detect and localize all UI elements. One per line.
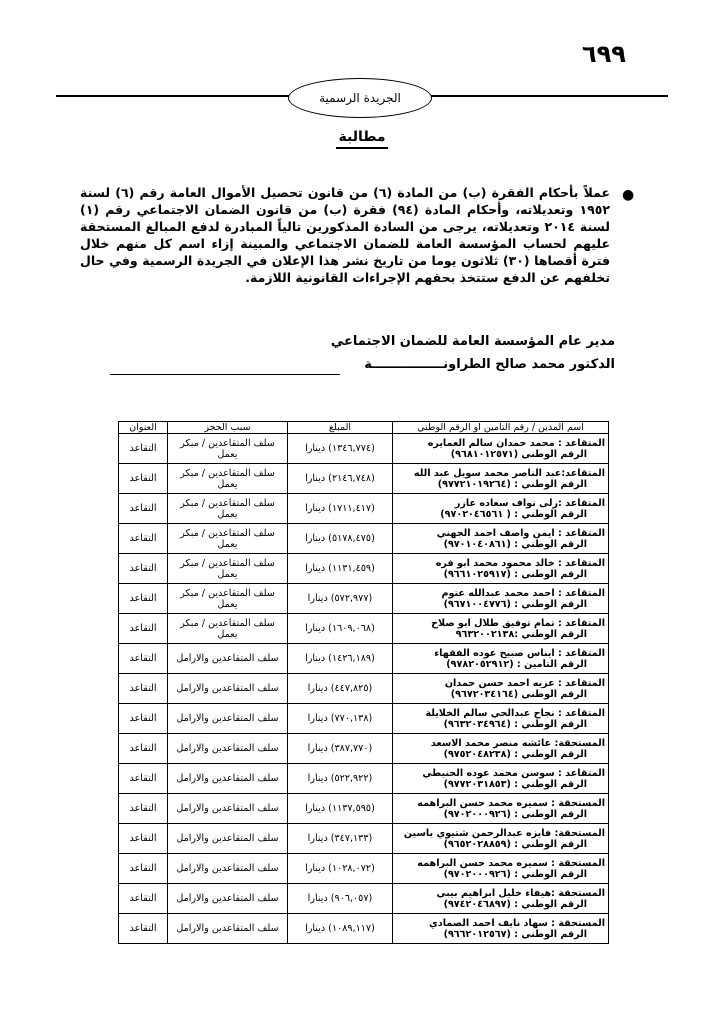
document-title (0, 129, 724, 145)
address-cell: التقاعد (119, 464, 168, 494)
debtor-name: المستحقة :هيفاء خليل ابراهيم بيبي (436, 887, 605, 899)
debtor-id: الرقم الوطني : ( ٩٧٠٢٠٤٦٥٦١) (440, 508, 587, 520)
header-reason: سبب الحجز (168, 422, 288, 434)
amount-cell: (٥٢٢,٩٢٢) دينارا (287, 764, 392, 794)
reason-cell: سلف المتقاعدين والارامل (168, 734, 288, 764)
debtor-id: الرقم الوطني : (٩٧٠١٠٤٠٨٦١) (443, 538, 587, 550)
debtor-cell (393, 644, 609, 674)
debtor-id: الرقم الوطني : (٩٧٥٢٠٤٨٢٣٨) (443, 748, 587, 760)
header-amount: المبلغ (287, 422, 392, 434)
address-cell: التقاعد (119, 584, 168, 614)
table-row (119, 854, 609, 884)
amount-cell: (٣٨٧,٧٧٠) دينارا (287, 734, 392, 764)
address-cell: التقاعد (119, 884, 168, 914)
reason-cell: سلف المتقاعدين / مبكر يعمل (168, 524, 288, 554)
table-row (119, 824, 609, 854)
reason-cell: سلف المتقاعدين والارامل (168, 674, 288, 704)
reason-cell: سلف المتقاعدين / مبكر يعمل (168, 464, 288, 494)
amount-cell: (١٠٢٨,٠٧٢) دينارا (287, 854, 392, 884)
reason-cell: سلف المتقاعدين / مبكر يعمل (168, 614, 288, 644)
debtor-id: الرقم الوطني (٩٦٧٢٠٣٤١٦٤) (450, 688, 587, 700)
debtor-name: المتقاعد : نجاح عبدالحي سالم الخلايلة (425, 707, 605, 719)
debtor-cell (393, 824, 609, 854)
debtor-cell (393, 794, 609, 824)
table-row (119, 584, 609, 614)
debtor-id: الرقم الوطني : (٩٧٤٢٠٤٦٨٩٧) (443, 898, 587, 910)
debtor-cell (393, 434, 609, 464)
document-title-text: مطالبة (336, 129, 387, 149)
address-cell: التقاعد (119, 854, 168, 884)
debtor-cell (393, 494, 609, 524)
table-row (119, 764, 609, 794)
signature-position: مدير عام المؤسسة العامة للضمان الاجتماعي (330, 334, 615, 349)
debtor-cell (393, 554, 609, 584)
table-row (119, 734, 609, 764)
amount-cell: (١١٣١,٤٥٩) دينارا (287, 554, 392, 584)
reason-cell: سلف المتقاعدين والارامل (168, 644, 288, 674)
reason-cell: سلف المتقاعدين / مبكر يعمل (168, 494, 288, 524)
debtor-name: المتقاعد : خالد محمود محمد ابو فره (435, 557, 605, 569)
debtor-id: الرقم الوطني : (٩٧٧٢٠٣١٨٥٣) (443, 778, 587, 790)
header-rule-left (56, 95, 290, 97)
address-cell: التقاعد (119, 914, 168, 944)
debtor-id: الرقم الوطني :٩٦٣٢٠٠٢١٣٨ (455, 628, 587, 640)
debtor-name: المستحقة: فايزه عبدالرحمن شتيوي ياسين (403, 827, 605, 839)
amount-cell: (٤٤٧,٨٢٥) دينارا (287, 674, 392, 704)
debtor-name: المتقاعد:عبد الناصر محمد سويل عبد الله (413, 467, 605, 479)
reason-cell: سلف المتقاعدين والارامل (168, 854, 288, 884)
debtor-cell (393, 704, 609, 734)
address-cell: التقاعد (119, 524, 168, 554)
table-row (119, 884, 609, 914)
reason-cell: سلف المتقاعدين / مبكر يعمل (168, 554, 288, 584)
address-cell: التقاعد (119, 674, 168, 704)
debtor-id: الرقم التأمين : (٩٧٨٢٠٥٢٩١٢) (446, 658, 587, 670)
reason-cell: سلف المتقاعدين والارامل (168, 794, 288, 824)
reason-cell: سلف المتقاعدين / مبكر يعمل (168, 584, 288, 614)
debtor-name: المتقاعد : محمد حمدان سالم العمايره (427, 437, 605, 449)
address-cell: التقاعد (119, 764, 168, 794)
debtor-cell (393, 764, 609, 794)
signature-underline (110, 374, 340, 375)
bullet-icon: ● (622, 187, 635, 203)
address-cell: التقاعد (119, 734, 168, 764)
debtor-cell (393, 464, 609, 494)
reason-cell: سلف المتقاعدين والارامل (168, 824, 288, 854)
amount-cell: (١٠٨٩,١١٧) دينارا (287, 914, 392, 944)
address-cell: التقاعد (119, 824, 168, 854)
header-name: اسم المدين / رقم التامين او الرقم الوطني (393, 422, 609, 434)
debtor-name: المتقاعد : ايناس صبيح عوده الفقهاء (434, 647, 605, 659)
amount-cell: (٥١٧٨,٤٧٥) دينارا (287, 524, 392, 554)
amount-cell: (١٣٤٦,٧٧٤) دينارا (287, 434, 392, 464)
address-cell: التقاعد (119, 614, 168, 644)
debtor-cell (393, 674, 609, 704)
address-cell: التقاعد (119, 494, 168, 524)
table-row (119, 464, 609, 494)
debtors-table (118, 421, 609, 944)
reason-cell: سلف المتقاعدين والارامل (168, 884, 288, 914)
debtor-name: المستحقة: عائشه منصر محمد الاسعد (430, 737, 605, 749)
publication-name: الجريدة الرسمية (288, 78, 432, 118)
reason-cell: سلف المتقاعدين / مبكر يعمل (168, 434, 288, 464)
debtor-cell (393, 734, 609, 764)
amount-cell: (٧٧٠,١٣٨) دينارا (287, 704, 392, 734)
table-row (119, 644, 609, 674)
amount-cell: (٩٠٦,٠٥٧) دينارا (287, 884, 392, 914)
address-cell: التقاعد (119, 554, 168, 584)
page-number: ٦٩٩ (582, 40, 626, 68)
address-cell: التقاعد (119, 794, 168, 824)
debtor-cell (393, 584, 609, 614)
debtor-cell (393, 614, 609, 644)
reason-cell: سلف المتقاعدين والارامل (168, 704, 288, 734)
debtor-cell (393, 854, 609, 884)
debtor-id: الرقم الوطني : (٩٧٠٢٠٠٠٩٢٦) (443, 808, 587, 820)
amount-cell: (١٦٠٩,٠٦٨) دينارا (287, 614, 392, 644)
amount-cell: (٥٧٢,٩٧٧) دينارا (287, 584, 392, 614)
debtor-name: المستحقة : سميره محمد حسن البراهمه (417, 857, 605, 869)
debtor-cell (393, 884, 609, 914)
table-header-row (119, 422, 609, 434)
debtor-name: المستحقة : سميره محمد حسن البراهمه (417, 797, 605, 809)
amount-cell: (١١٣٧,٥٩٥) دينارا (287, 794, 392, 824)
amount-cell: (٢١٤٦,٧٤٨) دينارا (287, 464, 392, 494)
header-address: العنوان (119, 422, 168, 434)
debtor-name: المتقاعد : تمام توفيق طلال ابو صلاح (431, 617, 605, 629)
reason-cell: سلف المتقاعدين والارامل (168, 914, 288, 944)
table-body (119, 434, 609, 944)
debtor-cell (393, 914, 609, 944)
debtor-id: الرقم الوطني : (٩٧٠٢٠٠٠٩٢٦) (443, 868, 587, 880)
address-cell: التقاعد (119, 644, 168, 674)
debtor-id: الرقم الوطني : (٩٦٧١٠٠٤٧٧٦) (443, 598, 587, 610)
table-row (119, 704, 609, 734)
address-cell: التقاعد (119, 434, 168, 464)
debtor-id: الرقم الوطني : (٩٦٦٢٠١٢٥٦٧) (443, 928, 587, 940)
announcement-body: عملاً بأحكام الفقرة (ب) من المادة (٦) من قانون تحصيل الأموال العامة رقم (٦) لسنة ١٩٥٢ وتعديلاته، وأحكام المادة (٩٤) فقرة (ب) من قانون الضمان الاجتماعي رقم (١) لسنة ٢٠١٤ وتعديلاته، يرجى من السادة المذكورين تالياً المبادرة لدفع المبالغ المستحقة عليهم لحساب المؤسسة العامة للضمان الاجتماعي والمبينة إزاء اسم كل منهم خلال فترة أقصاها (٣٠) ثلاثون يوما من تاريخ نشر هذا الإعلان في الجريدة الرسمية وفي حال تخلفهم عن الدفع ستتخذ بحقهم الإجراءات القانونية اللازمة. (80, 185, 611, 285)
debtor-id: الرقم الوطني : (٩٦٦١٠٢٥٩١٧) (443, 568, 587, 580)
debtor-name: المتقاعد : سوسن محمد عوده الحنيطي (422, 767, 605, 779)
table-row (119, 794, 609, 824)
address-cell: التقاعد (119, 704, 168, 734)
header-rule-right (428, 95, 668, 97)
table-row (119, 674, 609, 704)
amount-cell: (١٧١١,٤١٧) دينارا (287, 494, 392, 524)
reason-cell: سلف المتقاعدين والارامل (168, 764, 288, 794)
table-row (119, 524, 609, 554)
debtor-id: الرقم الوطني : (٩٦٥٢٠٢٨٨٥٩) (443, 838, 587, 850)
amount-cell: (١٤٢٦,١٨٩) دينارا (287, 644, 392, 674)
debtor-id: الرقم الوطني (٩٦٨١٠١٢٥٧١) (450, 448, 587, 460)
debtor-name: المتقاعد : ايمن واصف احمد الجهني (436, 527, 605, 539)
debtor-name: المتقاعد : احمد محمد عبدالله عتوم (441, 587, 605, 599)
table-row (119, 614, 609, 644)
debtor-id: الرقم الوطني : (٩٦٣٢٠٣٤٩٦٤) (443, 718, 587, 730)
debtor-name: المستحقة : سهاد نايف احمد الصمادي (429, 917, 605, 929)
table-row (119, 434, 609, 464)
signature-name: الدكتور محمد صالح الطراونــــــــــــــــة (364, 357, 615, 372)
debtor-id: الرقم الوطني : (٩٧٧٢١٠١٩٢٦٤) (437, 478, 587, 490)
table-row (119, 914, 609, 944)
amount-cell: (٣٤٧,١٣٣) دينارا (287, 824, 392, 854)
table-row (119, 494, 609, 524)
debtor-name: المتقاعد : عزيه احمد حسن حمدان (444, 677, 605, 689)
debtor-cell (393, 524, 609, 554)
debtor-name: المتقاعد :رلى نواف سعاده عازر (454, 497, 605, 509)
table-row (119, 554, 609, 584)
